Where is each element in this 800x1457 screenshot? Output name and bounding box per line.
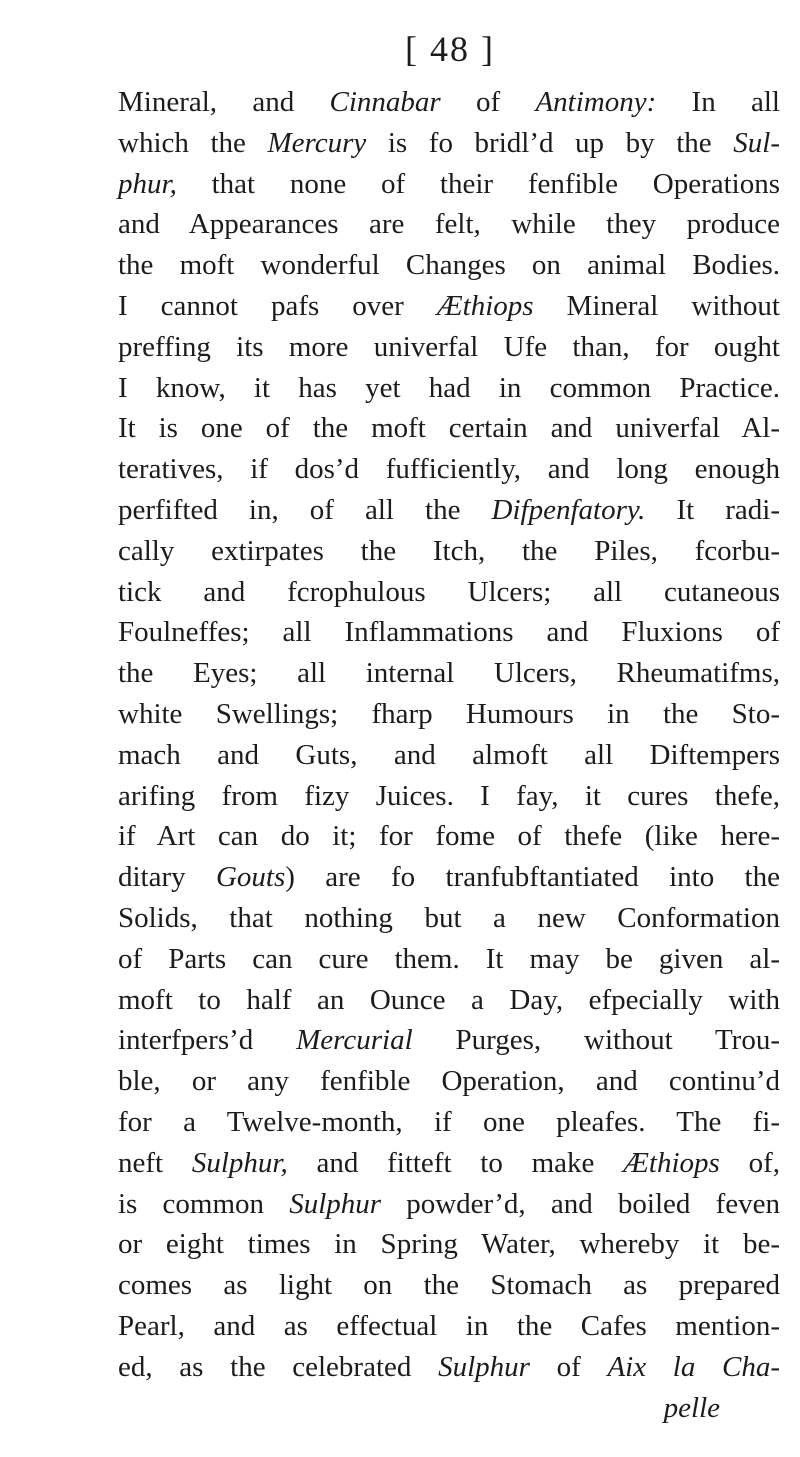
text-line — [118, 612, 780, 653]
text-segment: if Art can do it; for fome of thefe (like here- — [118, 820, 780, 853]
text-segment: which the — [118, 126, 268, 159]
text-segment: perfifted in, of all the — [118, 493, 492, 526]
italic-segment: Gouts — [215, 861, 286, 894]
text-segment: or eight times in Spring Water, whereby it be- — [118, 1228, 780, 1261]
text-line — [118, 776, 780, 817]
text-segment: neft — [118, 1146, 192, 1179]
text-line — [118, 327, 780, 368]
text-segment: of — [440, 86, 536, 118]
text-segment: ) are fo tranfubftantiated into the — [285, 861, 780, 894]
italic-segment: Sulphur — [438, 1350, 530, 1383]
text-line — [118, 857, 780, 898]
text-segment: Mineral without — [533, 289, 780, 322]
text-line — [118, 1184, 780, 1225]
text-line — [118, 286, 780, 327]
text-segment: It radi- — [645, 493, 780, 526]
text-segment: powder’d, and boiled feven — [381, 1187, 780, 1220]
text-segment: that none of their fenfible Operations — [176, 167, 780, 200]
text-line — [118, 1020, 780, 1061]
text-segment: ble, or any fenfible Operation, and continu’d — [118, 1065, 780, 1098]
text-line — [118, 245, 780, 286]
text-line — [118, 735, 780, 776]
text-segment: for a Twelve-month, if one pleafes. The fi- — [118, 1105, 780, 1138]
text-segment: I know, it has yet had in common Practice. — [118, 371, 780, 404]
text-segment: of, — [719, 1146, 780, 1179]
text-line — [118, 898, 780, 939]
text-segment: and Appearances are felt, while they produce — [118, 208, 780, 241]
italic-segment: Sulphur, — [191, 1146, 288, 1179]
text-line — [118, 490, 780, 531]
text-segment: teratives, if dos’d fufficiently, and long enough — [118, 453, 780, 486]
text-line — [118, 204, 780, 245]
text-line — [118, 123, 780, 164]
text-segment: tick and fcrophulous Ulcers; all cutaneous — [118, 575, 780, 608]
italic-segment: Sulphur — [289, 1187, 382, 1220]
text-segment: ed, as the celebrated — [118, 1350, 439, 1383]
text-segment: moft to half an Ounce a Day, efpecially with — [118, 983, 780, 1016]
text-line — [118, 1265, 780, 1306]
italic-segment: Mercury — [267, 126, 367, 159]
text-segment: ditary — [118, 861, 216, 894]
text-segment: mach and Guts, and almoft all Diftempers — [118, 738, 780, 771]
text-line — [118, 82, 780, 123]
italic-segment: Antimony: — [535, 86, 657, 118]
text-segment: In all — [656, 86, 780, 118]
text-segment: and fitteft to make — [287, 1146, 624, 1179]
text-segment: cally extirpates the Itch, the Piles, fcorbu- — [118, 534, 780, 567]
text-line — [118, 816, 780, 857]
text-segment: comes as light on the Stomach as prepared — [118, 1269, 780, 1302]
italic-segment: Æthiops — [623, 1146, 720, 1179]
text-line — [118, 694, 780, 735]
text-segment: the moft wonderful Changes on animal Bodies. — [118, 249, 780, 282]
text-segment: preffing its more univerfal Ufe than, for ought — [118, 330, 780, 363]
text-segment: Solids, that nothing but a new Conformation — [118, 901, 780, 934]
text-segment: the Eyes; all internal Ulcers, Rheumatifms, — [118, 657, 780, 690]
text-segment: is common — [118, 1187, 290, 1220]
italic-segment: Aix la Cha- — [607, 1350, 780, 1383]
page-number: [ 48 ] — [405, 29, 495, 69]
text-line — [118, 653, 780, 694]
italic-segment: Æthiops — [436, 289, 534, 322]
text-segment: Mineral, and — [118, 86, 330, 118]
text-line — [118, 368, 780, 409]
text-line — [118, 408, 780, 449]
text-segment: Purges, without Trou- — [412, 1024, 780, 1057]
text-segment: is fo bridl’d up by the — [366, 126, 734, 159]
text-segment: arifing from fizy Juices. I fay, it cures thefe, — [118, 779, 780, 812]
text-segment: Foulneffes; all Inflammations and Fluxions of — [118, 616, 780, 649]
text-segment: of Parts can cure them. It may be given al- — [118, 942, 780, 975]
italic-segment: Mercurial — [296, 1024, 413, 1057]
text-line — [118, 980, 780, 1021]
text-segment: Pearl, and as effectual in the Cafes mention- — [118, 1309, 780, 1342]
catchword: pelle — [663, 1391, 720, 1424]
text-line — [118, 1306, 780, 1347]
text-segment: It is one of the moft certain and univerfal Al- — [118, 412, 780, 445]
text-line — [118, 1143, 780, 1184]
text-line — [118, 1224, 780, 1265]
text-line — [118, 1102, 780, 1143]
text-line — [118, 572, 780, 613]
text-line — [118, 449, 780, 490]
text-segment: interfpers’d — [118, 1024, 297, 1057]
italic-segment: Cinnabar — [329, 86, 441, 118]
text-line — [118, 939, 780, 980]
text-segment: white Swellings; fharp Humours in the Sto- — [118, 697, 780, 730]
text-line — [118, 164, 780, 205]
italic-segment: Difpenfatory. — [491, 493, 646, 526]
italic-segment: Sul- — [733, 126, 780, 159]
text-line — [118, 531, 780, 572]
text-line — [118, 1061, 780, 1102]
text-line — [118, 1347, 780, 1388]
italic-segment: phur, — [118, 167, 177, 200]
text-segment: I cannot pafs over — [118, 289, 437, 322]
text-segment: of — [529, 1350, 608, 1383]
body-text — [118, 82, 780, 1428]
